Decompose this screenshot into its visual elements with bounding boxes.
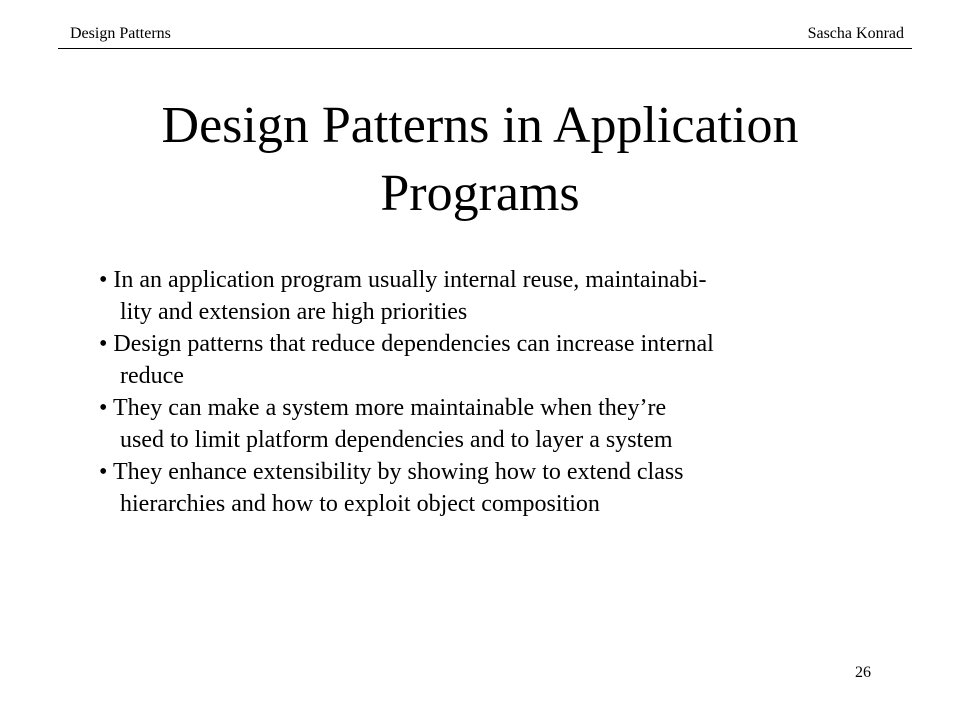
slide-title-line-2: Programs <box>380 165 580 222</box>
bullet-item <box>99 392 899 456</box>
bullet-marker: • <box>99 395 108 421</box>
page-number: 26 <box>855 664 871 681</box>
bullet-text-line-1: Design patterns that reduce dependencies can increase internal <box>113 331 714 357</box>
bullet-text-line-1: They enhance extensibility by showing how to extend class <box>112 459 684 485</box>
bullet-text-line-1: In an application program usually internal reuse, maintainabi- <box>113 267 707 293</box>
bullet-list <box>99 264 899 520</box>
bullet-text-line-2: used to limit platform dependencies and to layer a system <box>120 427 673 453</box>
bullet-text-line-1: They can make a system more maintainable when they’re <box>112 395 667 421</box>
bullet-text-line-2: lity and extension are high priorities <box>120 299 468 325</box>
bullet-marker: • <box>99 459 108 485</box>
bullet-marker: • <box>99 267 108 293</box>
bullet-text-line-2: hierarchies and how to exploit object composition <box>120 491 600 517</box>
slide-header <box>58 22 912 49</box>
slide-title <box>0 92 960 228</box>
header-author: Sascha Konrad <box>807 25 904 42</box>
bullet-marker: • <box>99 331 108 357</box>
bullet-text-line-2: reduce <box>120 363 184 389</box>
bullet-item <box>99 264 899 328</box>
bullet-item <box>99 328 899 392</box>
header-course-title: Design Patterns <box>70 25 171 42</box>
bullet-item <box>99 456 899 520</box>
slide-title-line-1: Design Patterns in Application <box>161 97 799 154</box>
